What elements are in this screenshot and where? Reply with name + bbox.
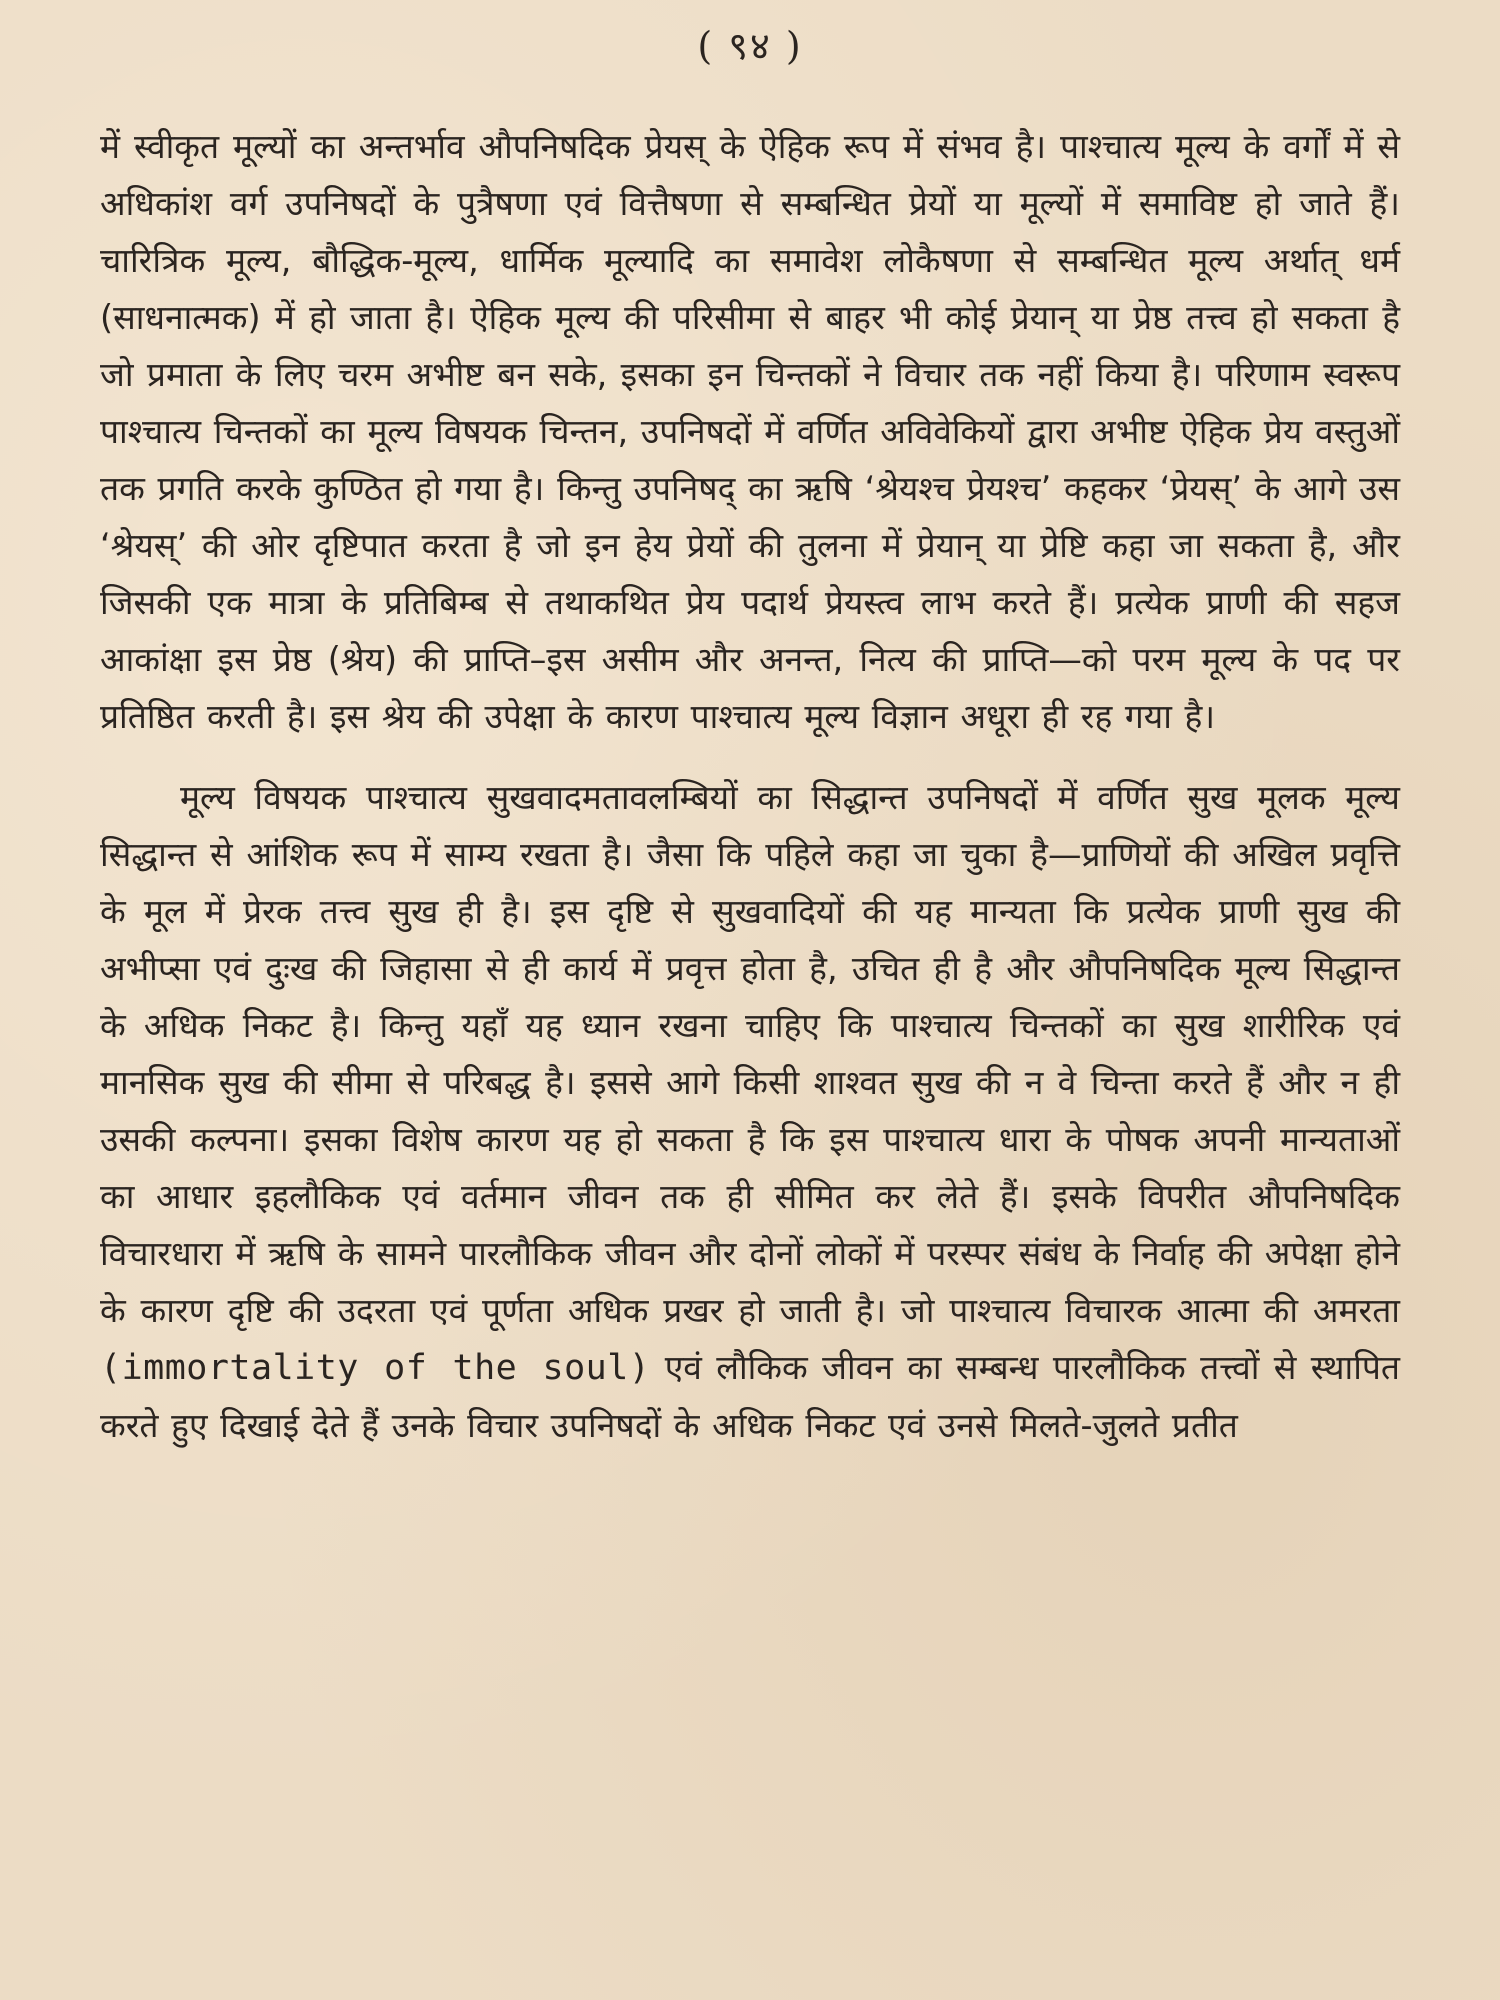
paragraph-2-text-part-2: एवं लौकिक जीवन का सम्बन्ध पारलौकिक तत्त्वों से स्थापित करते हुए दिखाई देते हैं उनके विचार उपनिषदों के अधिक निकट एवं उनसे मिलते-जुलते प्रतीत xyxy=(100,1348,1400,1445)
page-number: ( ९४ ) xyxy=(697,24,803,68)
paragraph-2-text-part-1: मूल्य विषयक पाश्चात्य सुखवादमतावलम्बियों का सिद्धान्त उपनिषदों में वर्णित सुख मूलक मूल्य सिद्धान्त से आंशिक रूप में साम्य रखता है। जैसा कि पहिले कहा जा चुका है—प्राणियों की अखिल प्रवृत्ति के मूल में प्रेरक तत्त्व सुख ही है। इस दृष्टि से सुखवादियों की यह मान्यता कि प्रत्येक प्राणी सुख की अभीप्सा एवं दुःख की जिहासा से ही कार्य में प्रवृत्त होता है, उचित ही है और औपनिषदिक मूल्य सिद्धान्त के अधिक निकट है। किन्तु यहाँ यह ध्यान रखना चाहिए कि पाश्चात्य चिन्तकों का सुख शारीरिक एवं मानसिक सुख की सीमा से परिबद्ध है। इससे आगे किसी शाश्वत सुख की न वे चिन्ता करते हैं और न ही उसकी कल्पना। इसका विशेष कारण यह हो सकता है कि इस पाश्चात्य धारा के पोषक अपनी मान्यताओं का आधार इहलौकिक एवं वर्तमान जीवन तक ही सीमित कर लेते हैं। इसके विपरीत औपनिषदिक विचारधारा में ऋषि के सामने पारलौकिक जीवन और दोनों लोकों में परस्पर संबंध के निर्वाह की अपेक्षा होने के कारण दृष्टि की उदरता एवं पूर्णता अधिक प्रखर हो जाती है। जो पाश्चात्य विचारक आत्मा की अमरता xyxy=(100,778,1400,1330)
body-paragraph-2 xyxy=(100,769,1400,1454)
english-phrase: (immortality of the soul) xyxy=(100,1348,651,1388)
body-paragraph-1: में स्वीकृत मूल्यों का अन्तर्भाव औपनिषदिक प्रेयस् के ऐहिक रूप में संभव है। पाश्चात्य मूल्य के वर्गों में से अधिकांश वर्ग उपनिषदों के पुत्रैषणा एवं वित्तैषणा से सम्बन्धित प्रेयों या मूल्यों में समाविष्ट हो जाते हैं। चारित्रिक मूल्य, बौद्धिक-मूल्य, धार्मिक मूल्यादि का समावेश लोकैषणा से सम्बन्धित मूल्य अर्थात् धर्म (साधनात्मक) में हो जाता है। ऐहिक मूल्य की परिसीमा से बाहर भी कोई प्रेयान् या प्रेष्ठ तत्त्व हो सकता है जो प्रमाता के लिए चरम अभीष्ट बन सके, इसका इन चिन्तकों ने विचार तक नहीं किया है। परिणाम स्वरूप पाश्चात्य चिन्तकों का मूल्य विषयक चिन्तन, उपनिषदों में वर्णित अविवेकियों द्वारा अभीष्ट ऐहिक प्रेय वस्तुओं तक प्रगति करके कुण्ठित हो गया है। किन्तु उपनिषद् का ऋषि ‘श्रेयश्च प्रेयश्च’ कहकर ‘प्रेयस्’ के आगे उस ‘श्रेयस्’ की ओर दृष्टिपात करता है जो इन हेय प्रेयों की तुलना में प्रेयान् या प्रेष्टि कहा जा सकता है, और जिसकी एक मात्रा के प्रतिबिम्ब से तथाकथित प्रेय पदार्थ प्रेयस्त्व लाभ करते हैं। प्रत्येक प्राणी की सहज आकांक्षा इस प्रेष्ठ (श्रेय) की प्राप्ति–इस असीम और अनन्त, नित्य की प्राप्ति—को परम मूल्य के पद पर प्रतिष्ठित करती है। इस श्रेय की उपेक्षा के कारण पाश्चात्य मूल्य विज्ञान अधूरा ही रह गया है। xyxy=(100,127,1400,736)
